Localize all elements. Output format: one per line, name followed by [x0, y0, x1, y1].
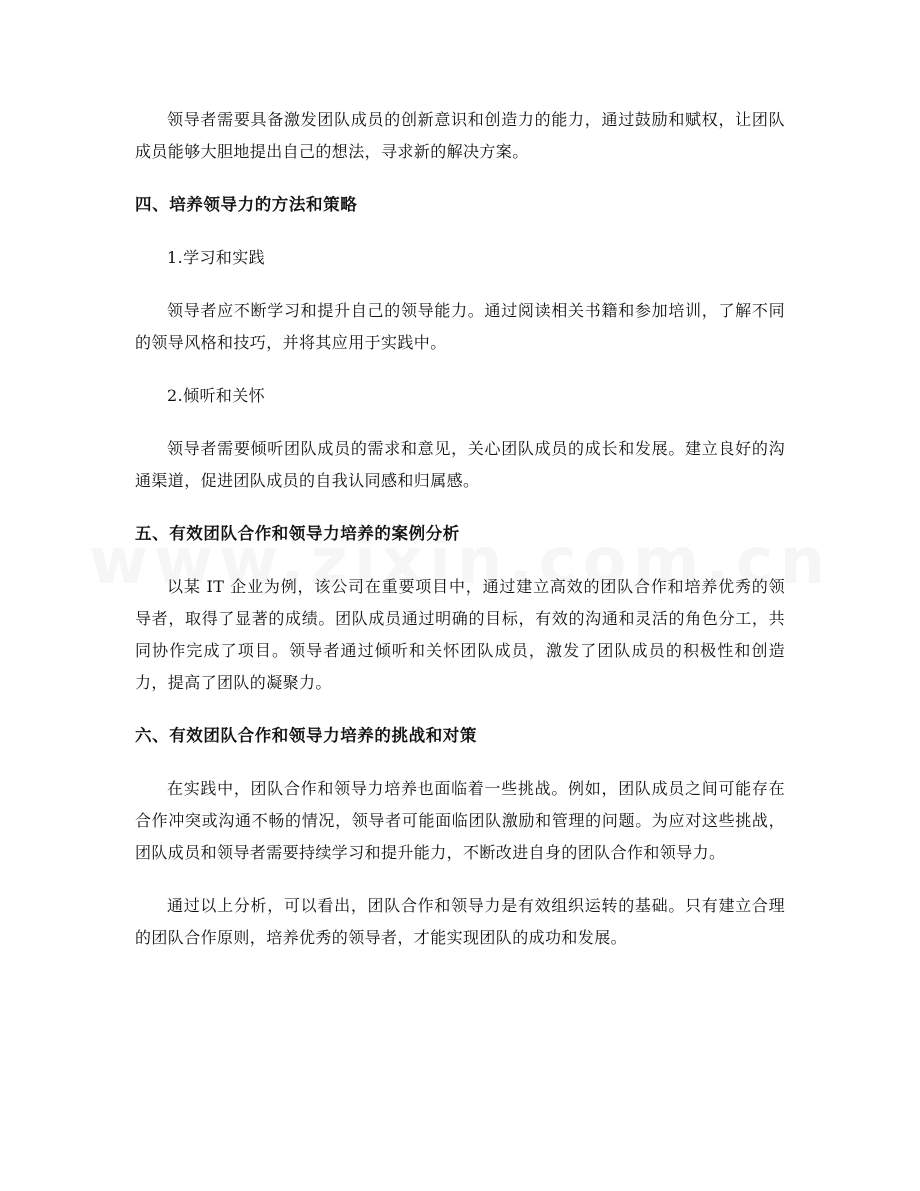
- paragraph-case-study: 以某 IT 企业为例，该公司在重要项目中，通过建立高效的团队合作和培养优秀的领导者，取得了显著的成绩。团队成员通过明确的目标，有效的沟通和灵活的角色分工，共同协作完成了项目。领导者通过倾听和关怀团队成员，激发了团队成员的积极性和创造力，提高了团队的凝聚力。: [135, 577, 785, 692]
- subheading-learning-practice: 1.学习和实践: [167, 248, 266, 267]
- document-body: [135, 104, 785, 975]
- paragraph-learning: 领导者应不断学习和提升自己的领导能力。通过阅读相关书籍和参加培训，了解不同的领导风格和技巧，并将其应用于实践中。: [135, 301, 785, 352]
- subheading-listening-care: 2.倾听和关怀: [167, 386, 266, 405]
- paragraph-conclusion: 通过以上分析，可以看出，团队合作和领导力是有效组织运转的基础。只有建立合理的团队合作原则，培养优秀的领导者，才能实现团队的成功和发展。: [135, 896, 785, 947]
- paragraph-innovation: 领导者需要具备激发团队成员的创新意识和创造力的能力，通过鼓励和赋权，让团队成员能够大胆地提出自己的想法，寻求新的解决方案。: [135, 110, 785, 161]
- paragraph-listening: 领导者需要倾听团队成员的需求和意见，关心团队成员的成长和发展。建立良好的沟通渠道，促进团队成员的自我认同感和归属感。: [135, 439, 785, 490]
- paragraph-challenges: 在实践中，团队合作和领导力培养也面临着一些挑战。例如，团队成员之间可能存在合作冲突或沟通不畅的情况，领导者可能面临团队激励和管理的问题。为应对这些挑战，团队成员和领导者需要持续学习和提升能力，不断改进自身的团队合作和领导力。: [135, 779, 785, 862]
- section-heading-6: 六、有效团队合作和领导力培养的挑战和对策: [135, 726, 477, 745]
- section-heading-4: 四、培养领导力的方法和策略: [135, 195, 358, 214]
- section-heading-5: 五、有效团队合作和领导力培养的案例分析: [135, 524, 460, 543]
